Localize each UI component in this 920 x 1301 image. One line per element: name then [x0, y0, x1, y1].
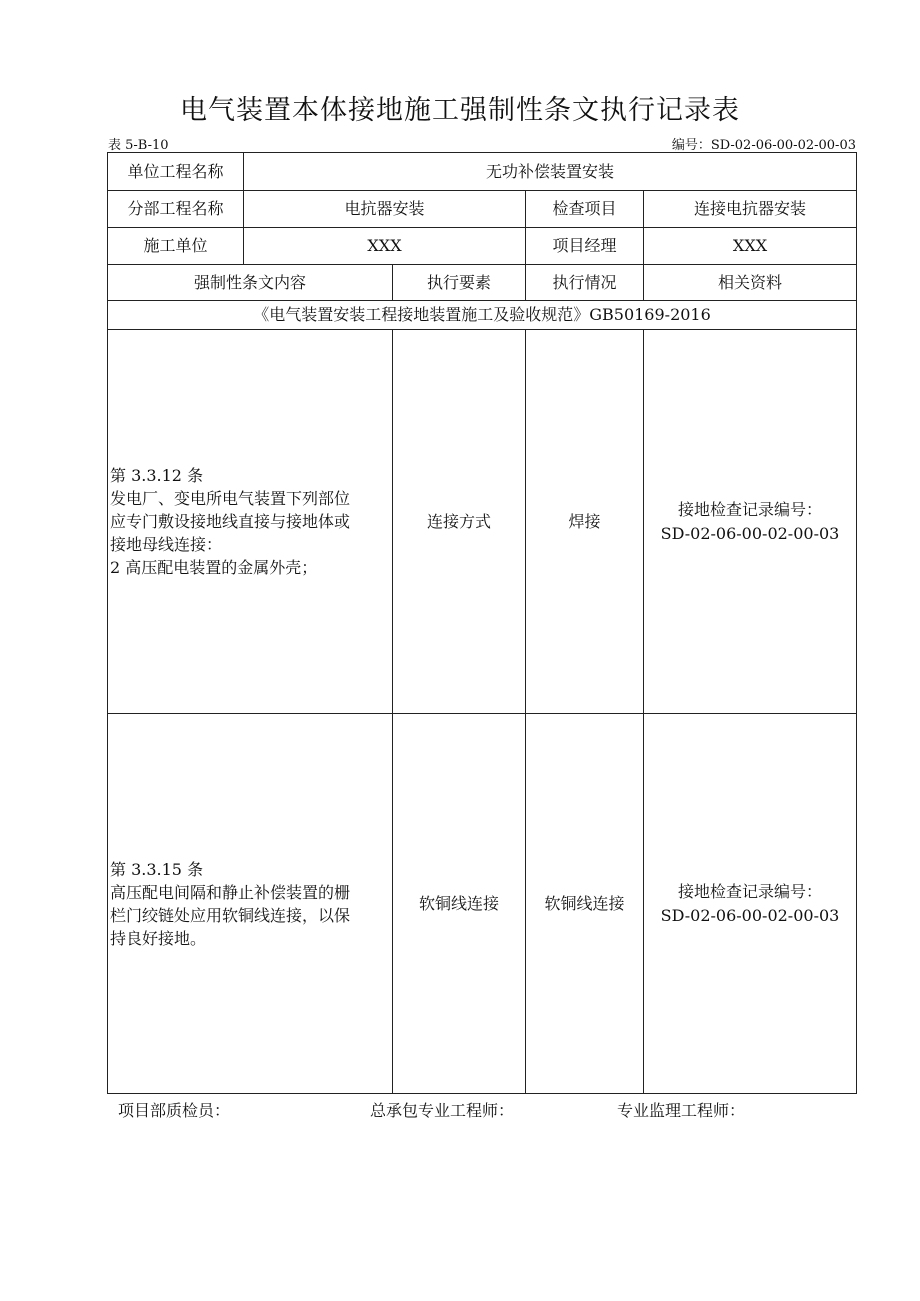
clause-line: 发电厂、变电所电气装置下列部位 — [110, 489, 351, 508]
unit-project-label: 单位工程名称 — [108, 153, 244, 191]
table-row — [108, 330, 857, 714]
clause-line: 2 高压配电装置的金属外壳； — [110, 558, 318, 577]
page-title: 电气装置本体接地施工强制性条文执行记录表 — [180, 95, 740, 126]
standard-title: 《电气装置安装工程接地装置施工及验收规范》GB50169-2016 — [108, 301, 857, 330]
related-reference — [644, 714, 857, 1094]
construction-unit-label: 施工单位 — [108, 228, 244, 265]
sub-project-label: 分部工程名称 — [108, 191, 244, 228]
clause-line: 栏门绞链处应用软铜线连接，以保 — [110, 905, 351, 925]
reference-number: SD-02-06-00-02-00-03 — [660, 905, 840, 925]
clause-content — [108, 330, 393, 714]
footer-qc-signature: 项目部质检员： — [118, 1101, 231, 1120]
execution-element: 软铜线连接 — [393, 714, 526, 1094]
check-item-label: 检查项目 — [526, 191, 644, 228]
construction-unit-value: XXX — [244, 228, 526, 265]
execution-status: 软铜线连接 — [526, 714, 644, 1094]
clause-content — [108, 714, 393, 1094]
table-row — [108, 153, 857, 191]
table-row — [108, 191, 857, 228]
column-header-element: 执行要素 — [393, 265, 526, 301]
clause-line: 第 3.3.15 条 — [110, 859, 204, 879]
column-header-content: 强制性条文内容 — [108, 265, 393, 301]
reference-label: 接地检查记录编号： — [678, 499, 823, 519]
table-number: 表 5-B-10 — [108, 138, 169, 153]
project-manager-value: XXX — [644, 228, 857, 265]
table-row — [108, 714, 857, 1094]
check-item-value: 连接电抗器安装 — [644, 191, 857, 228]
clause-line: 持良好接地。 — [110, 928, 207, 948]
reference-label: 接地检查记录编号： — [678, 881, 823, 901]
unit-project-value: 无功补偿装置安装 — [244, 153, 857, 191]
column-header-reference: 相关资料 — [644, 265, 857, 301]
project-manager-label: 项目经理 — [526, 228, 644, 265]
column-header-status: 执行情况 — [526, 265, 644, 301]
sub-project-value: 电抗器安装 — [244, 191, 526, 228]
related-reference — [644, 330, 857, 714]
record-table — [107, 152, 857, 1094]
clause-line: 应专门敷设接地线直接与接地体或 — [110, 512, 351, 531]
execution-status: 焊接 — [526, 330, 644, 714]
reference-number: SD-02-06-00-02-00-03 — [660, 523, 840, 543]
clause-line: 第 3.3.12 条 — [110, 466, 204, 485]
execution-element: 连接方式 — [393, 330, 526, 714]
column-header-row — [108, 265, 857, 301]
standard-row — [108, 301, 857, 330]
footer-supervisor-signature: 专业监理工程师： — [617, 1101, 746, 1120]
document-number: 编号：SD-02-06-00-02-00-03 — [671, 138, 856, 153]
clause-line: 高压配电间隔和静止补偿装置的栅 — [110, 882, 351, 902]
table-row — [108, 228, 857, 265]
clause-line: 接地母线连接： — [110, 535, 223, 554]
footer-engineer-signature: 总承包专业工程师： — [370, 1101, 515, 1120]
